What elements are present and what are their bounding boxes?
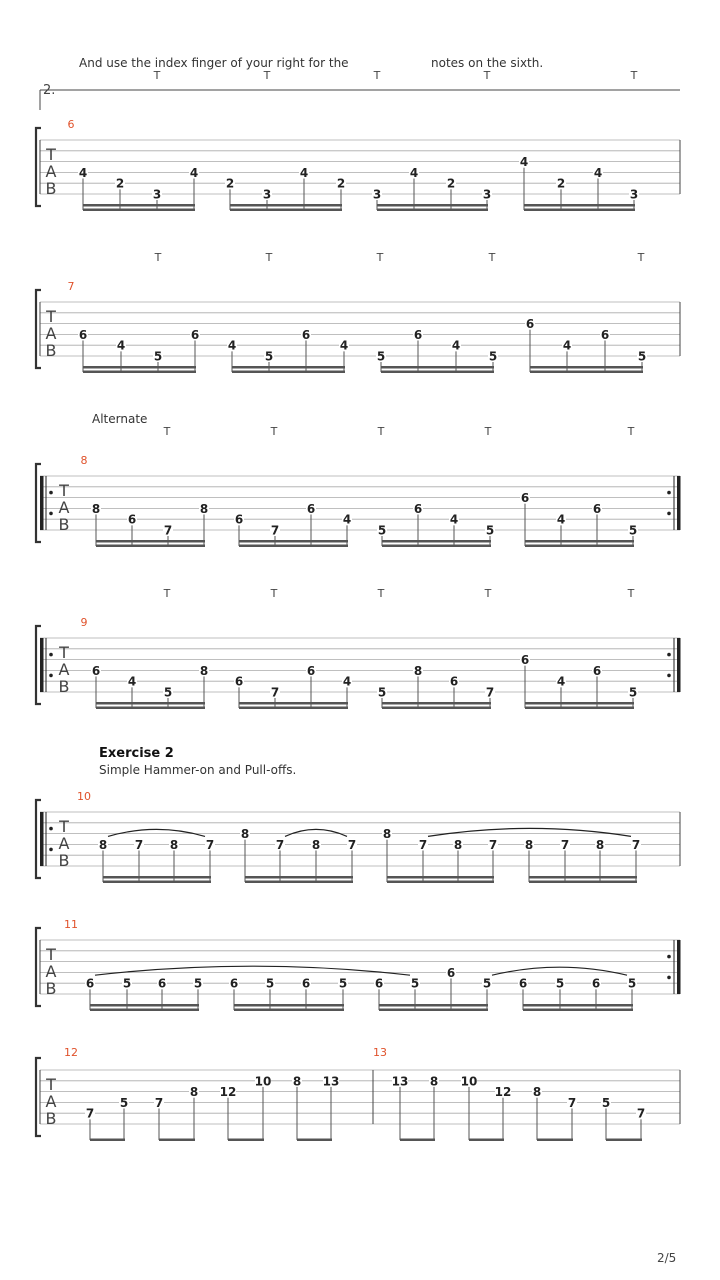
- measure-number: 12: [64, 1046, 78, 1059]
- beam: [239, 540, 348, 543]
- tab-clef-a: A: [58, 498, 70, 517]
- fret-number: 5: [265, 976, 275, 991]
- beam: [469, 1139, 504, 1142]
- fret-number: 4: [342, 512, 352, 527]
- tab-clef-a: A: [45, 162, 57, 181]
- fret-number: 8: [453, 837, 463, 852]
- fret-number: 13: [322, 1074, 340, 1089]
- beam: [232, 366, 345, 369]
- fret-number: 6: [449, 674, 459, 689]
- fret-number: 7: [85, 1106, 95, 1121]
- beam: [96, 545, 205, 548]
- tab-clef-a: A: [58, 834, 70, 853]
- tab-clef-b: B: [58, 851, 70, 870]
- tap-mark: T: [637, 251, 645, 264]
- fret-number: 8: [595, 837, 605, 852]
- beam: [537, 1139, 573, 1142]
- beam: [524, 209, 635, 212]
- beam: [230, 209, 342, 212]
- tap-mark: T: [488, 251, 496, 264]
- fret-number: 5: [482, 976, 492, 991]
- fret-number: 5: [488, 349, 498, 364]
- fret-number: 6: [301, 976, 311, 991]
- fret-number: 3: [629, 187, 639, 202]
- beam: [525, 545, 634, 548]
- beam: [96, 707, 205, 710]
- slur-arc: [492, 967, 627, 975]
- fret-number: 4: [227, 338, 237, 353]
- repeat-end-thick-bar: [677, 638, 681, 692]
- fret-number: 6: [229, 976, 239, 991]
- beam: [239, 545, 348, 548]
- beam: [90, 1139, 125, 1142]
- volta-label: 2.: [43, 83, 56, 98]
- fret-number: 7: [347, 837, 357, 852]
- beam: [90, 1004, 199, 1007]
- tab-clef-t: T: [59, 481, 69, 500]
- fret-number: 6: [234, 512, 244, 527]
- beam: [379, 1004, 488, 1007]
- fret-number: 8: [382, 827, 392, 842]
- measure-number: 7: [67, 280, 75, 293]
- fret-number: 3: [372, 187, 382, 202]
- fret-number: 5: [628, 685, 638, 700]
- beam: [382, 702, 491, 705]
- beam: [297, 1139, 332, 1142]
- tab-clef-t: T: [59, 817, 69, 836]
- beam: [525, 540, 634, 543]
- fret-number: 7: [154, 1095, 164, 1110]
- fret-number: 7: [560, 837, 570, 852]
- fret-number: 5: [601, 1095, 611, 1110]
- tap-mark: T: [484, 425, 492, 438]
- tab-clef-b: B: [45, 979, 57, 998]
- beam: [381, 366, 494, 369]
- slur-arc: [428, 828, 631, 836]
- fret-number: 4: [562, 338, 572, 353]
- fret-number: 7: [631, 837, 641, 852]
- tap-mark: T: [376, 251, 384, 264]
- repeat-dot: [49, 848, 53, 852]
- fret-number: 2: [336, 176, 346, 191]
- fret-number: 6: [518, 976, 528, 991]
- fret-number: 4: [449, 512, 459, 527]
- fret-number: 5: [555, 976, 565, 991]
- fret-number: 5: [410, 976, 420, 991]
- fret-number: 7: [567, 1095, 577, 1110]
- repeat-dot: [667, 653, 671, 657]
- fret-number: 8: [169, 837, 179, 852]
- tap-mark: T: [163, 587, 171, 600]
- beam: [387, 876, 494, 879]
- slur-arc: [95, 966, 410, 975]
- beam: [245, 876, 353, 879]
- fret-number: 5: [376, 349, 386, 364]
- tab-clef-b: B: [45, 341, 57, 360]
- fret-number: 8: [199, 663, 209, 678]
- fret-number: 4: [593, 165, 603, 180]
- fret-number: 4: [556, 512, 566, 527]
- fret-number: 4: [339, 338, 349, 353]
- tap-mark: T: [270, 587, 278, 600]
- exercise-2-title: Exercise 2: [99, 746, 174, 761]
- tab-clef-a: A: [45, 962, 57, 981]
- fret-number: 7: [205, 837, 215, 852]
- beam: [387, 881, 494, 884]
- beam: [103, 881, 211, 884]
- beam: [606, 1139, 642, 1142]
- measure-number: 6: [67, 118, 75, 131]
- fret-number: 5: [485, 523, 495, 538]
- fret-number: 8: [91, 501, 101, 516]
- fret-number: 5: [122, 976, 132, 991]
- beam: [103, 876, 211, 879]
- fret-number: 4: [299, 165, 309, 180]
- fret-number: 6: [446, 965, 456, 980]
- fret-number: 8: [240, 827, 250, 842]
- fret-number: 8: [429, 1074, 439, 1089]
- fret-number: 6: [78, 327, 88, 342]
- fret-number: 6: [85, 976, 95, 991]
- repeat-dot: [667, 674, 671, 678]
- tab-clef-b: B: [45, 179, 57, 198]
- tab-clef-t: T: [46, 145, 56, 164]
- fret-number: 7: [636, 1106, 646, 1121]
- fret-number: 12: [219, 1085, 237, 1100]
- fret-number: 6: [157, 976, 167, 991]
- beam: [529, 876, 637, 879]
- slur-arc: [285, 829, 347, 836]
- alternate-label: Alternate: [92, 412, 148, 426]
- tap-mark: T: [263, 69, 271, 82]
- repeat-start-thick-bar: [40, 638, 44, 692]
- fret-number: 6: [127, 512, 137, 527]
- repeat-dot: [667, 955, 671, 959]
- fret-number: 5: [627, 976, 637, 991]
- fret-number: 13: [391, 1074, 409, 1089]
- fret-number: 4: [519, 155, 529, 170]
- measure-number: 13: [373, 1046, 387, 1059]
- fret-number: 6: [520, 491, 530, 506]
- repeat-dot: [49, 827, 53, 831]
- tab-clef-b: B: [58, 515, 70, 534]
- fret-number: 7: [275, 837, 285, 852]
- fret-number: 4: [451, 338, 461, 353]
- repeat-dot: [49, 512, 53, 516]
- beam: [530, 366, 643, 369]
- fret-number: 7: [270, 685, 280, 700]
- fret-number: 2: [446, 176, 456, 191]
- fret-number: 4: [556, 674, 566, 689]
- fret-number: 6: [374, 976, 384, 991]
- beam: [232, 371, 345, 374]
- beam: [523, 1009, 633, 1012]
- fret-number: 6: [301, 327, 311, 342]
- fret-number: 6: [520, 653, 530, 668]
- tab-clef-a: A: [45, 324, 57, 343]
- fret-number: 6: [592, 663, 602, 678]
- fret-number: 8: [524, 837, 534, 852]
- fret-number: 2: [556, 176, 566, 191]
- beam: [382, 545, 491, 548]
- beam: [96, 540, 205, 543]
- beam: [239, 707, 348, 710]
- beam: [377, 204, 488, 207]
- fret-number: 7: [488, 837, 498, 852]
- fret-number: 5: [153, 349, 163, 364]
- tap-mark: T: [484, 587, 492, 600]
- fret-number: 6: [306, 663, 316, 678]
- fret-number: 8: [532, 1085, 542, 1100]
- tab-clef-t: T: [46, 307, 56, 326]
- repeat-dot: [49, 674, 53, 678]
- beam: [523, 1004, 633, 1007]
- fret-number: 5: [193, 976, 203, 991]
- fret-number: 10: [254, 1074, 272, 1089]
- fret-number: 4: [78, 165, 88, 180]
- fret-number: 5: [628, 523, 638, 538]
- fret-number: 4: [342, 674, 352, 689]
- beam: [530, 371, 643, 374]
- measure-number: 9: [80, 616, 88, 629]
- fret-number: 3: [152, 187, 162, 202]
- fret-number: 5: [377, 523, 387, 538]
- measure-number: 11: [64, 918, 78, 931]
- beam: [382, 540, 491, 543]
- fret-number: 10: [460, 1074, 478, 1089]
- tap-mark: T: [265, 251, 273, 264]
- beam: [83, 371, 196, 374]
- beam: [96, 702, 205, 705]
- fret-number: 7: [134, 837, 144, 852]
- fret-number: 6: [600, 327, 610, 342]
- fret-number: 6: [91, 663, 101, 678]
- beam: [381, 371, 494, 374]
- fret-number: 8: [98, 837, 108, 852]
- exercise-2-subtitle: Simple Hammer-on and Pull-offs.: [99, 763, 297, 777]
- tab-clef-b: B: [58, 677, 70, 696]
- fret-number: 5: [377, 685, 387, 700]
- fret-number: 6: [592, 501, 602, 516]
- tab-clef-a: A: [58, 660, 70, 679]
- fret-number: 5: [163, 685, 173, 700]
- beam: [228, 1139, 264, 1142]
- fret-number: 7: [270, 523, 280, 538]
- repeat-dot: [49, 491, 53, 495]
- repeat-end-thick-bar: [677, 476, 681, 530]
- fret-number: 5: [637, 349, 647, 364]
- beam: [83, 204, 195, 207]
- beam: [382, 707, 491, 710]
- beam: [525, 702, 634, 705]
- measure-number: 8: [80, 454, 88, 467]
- repeat-dot: [667, 976, 671, 980]
- tap-mark: T: [627, 587, 635, 600]
- tap-mark: T: [163, 425, 171, 438]
- fret-number: 3: [262, 187, 272, 202]
- tap-mark: T: [627, 425, 635, 438]
- fret-number: 2: [115, 176, 125, 191]
- repeat-start-thick-bar: [40, 476, 44, 530]
- tap-mark: T: [483, 69, 491, 82]
- tap-mark: T: [373, 69, 381, 82]
- tap-mark: T: [630, 69, 638, 82]
- fret-number: 7: [418, 837, 428, 852]
- slur-arc: [108, 829, 205, 836]
- repeat-end-thick-bar: [677, 940, 681, 994]
- beam: [159, 1139, 195, 1142]
- tab-clef-a: A: [45, 1092, 57, 1111]
- beam: [234, 1009, 344, 1012]
- fret-number: 5: [264, 349, 274, 364]
- tab-clef-b: B: [45, 1109, 57, 1128]
- fret-number: 8: [413, 663, 423, 678]
- repeat-dot: [667, 491, 671, 495]
- fret-number: 8: [189, 1085, 199, 1100]
- tap-mark: T: [153, 69, 161, 82]
- tap-mark: T: [377, 587, 385, 600]
- beam: [524, 204, 635, 207]
- instruction-right-text: notes on the sixth.: [431, 56, 544, 70]
- fret-number: 6: [591, 976, 601, 991]
- fret-number: 6: [413, 327, 423, 342]
- beam: [529, 881, 637, 884]
- fret-number: 6: [306, 501, 316, 516]
- beam: [377, 209, 488, 212]
- fret-number: 6: [413, 501, 423, 516]
- measure-number: 10: [77, 790, 91, 803]
- repeat-start-thick-bar: [40, 812, 44, 866]
- fret-number: 7: [163, 523, 173, 538]
- beam: [245, 881, 353, 884]
- repeat-dot: [49, 653, 53, 657]
- fret-number: 2: [225, 176, 235, 191]
- fret-number: 8: [199, 501, 209, 516]
- fret-number: 4: [127, 674, 137, 689]
- tab-clef-t: T: [46, 1075, 56, 1094]
- page-number: 2/5: [657, 1251, 677, 1265]
- fret-number: 8: [292, 1074, 302, 1089]
- fret-number: 5: [119, 1095, 129, 1110]
- fret-number: 12: [494, 1085, 512, 1100]
- fret-number: 5: [338, 976, 348, 991]
- beam: [230, 204, 342, 207]
- repeat-dot: [667, 512, 671, 516]
- beam: [83, 209, 195, 212]
- fret-number: 6: [525, 317, 535, 332]
- tap-mark: T: [377, 425, 385, 438]
- beam: [90, 1009, 199, 1012]
- beam: [83, 366, 196, 369]
- fret-number: 4: [116, 338, 126, 353]
- beam: [239, 702, 348, 705]
- fret-number: 4: [189, 165, 199, 180]
- beam: [234, 1004, 344, 1007]
- beam: [525, 707, 634, 710]
- fret-number: 6: [190, 327, 200, 342]
- fret-number: 6: [234, 674, 244, 689]
- beam: [379, 1009, 488, 1012]
- fret-number: 4: [409, 165, 419, 180]
- fret-number: 8: [311, 837, 321, 852]
- fret-number: 7: [485, 685, 495, 700]
- tap-mark: T: [154, 251, 162, 264]
- tab-clef-t: T: [46, 945, 56, 964]
- instruction-left-text: And use the index finger of your right for the: [79, 56, 349, 70]
- fret-number: 3: [482, 187, 492, 202]
- tab-clef-t: T: [59, 643, 69, 662]
- beam: [400, 1139, 435, 1142]
- tap-mark: T: [270, 425, 278, 438]
